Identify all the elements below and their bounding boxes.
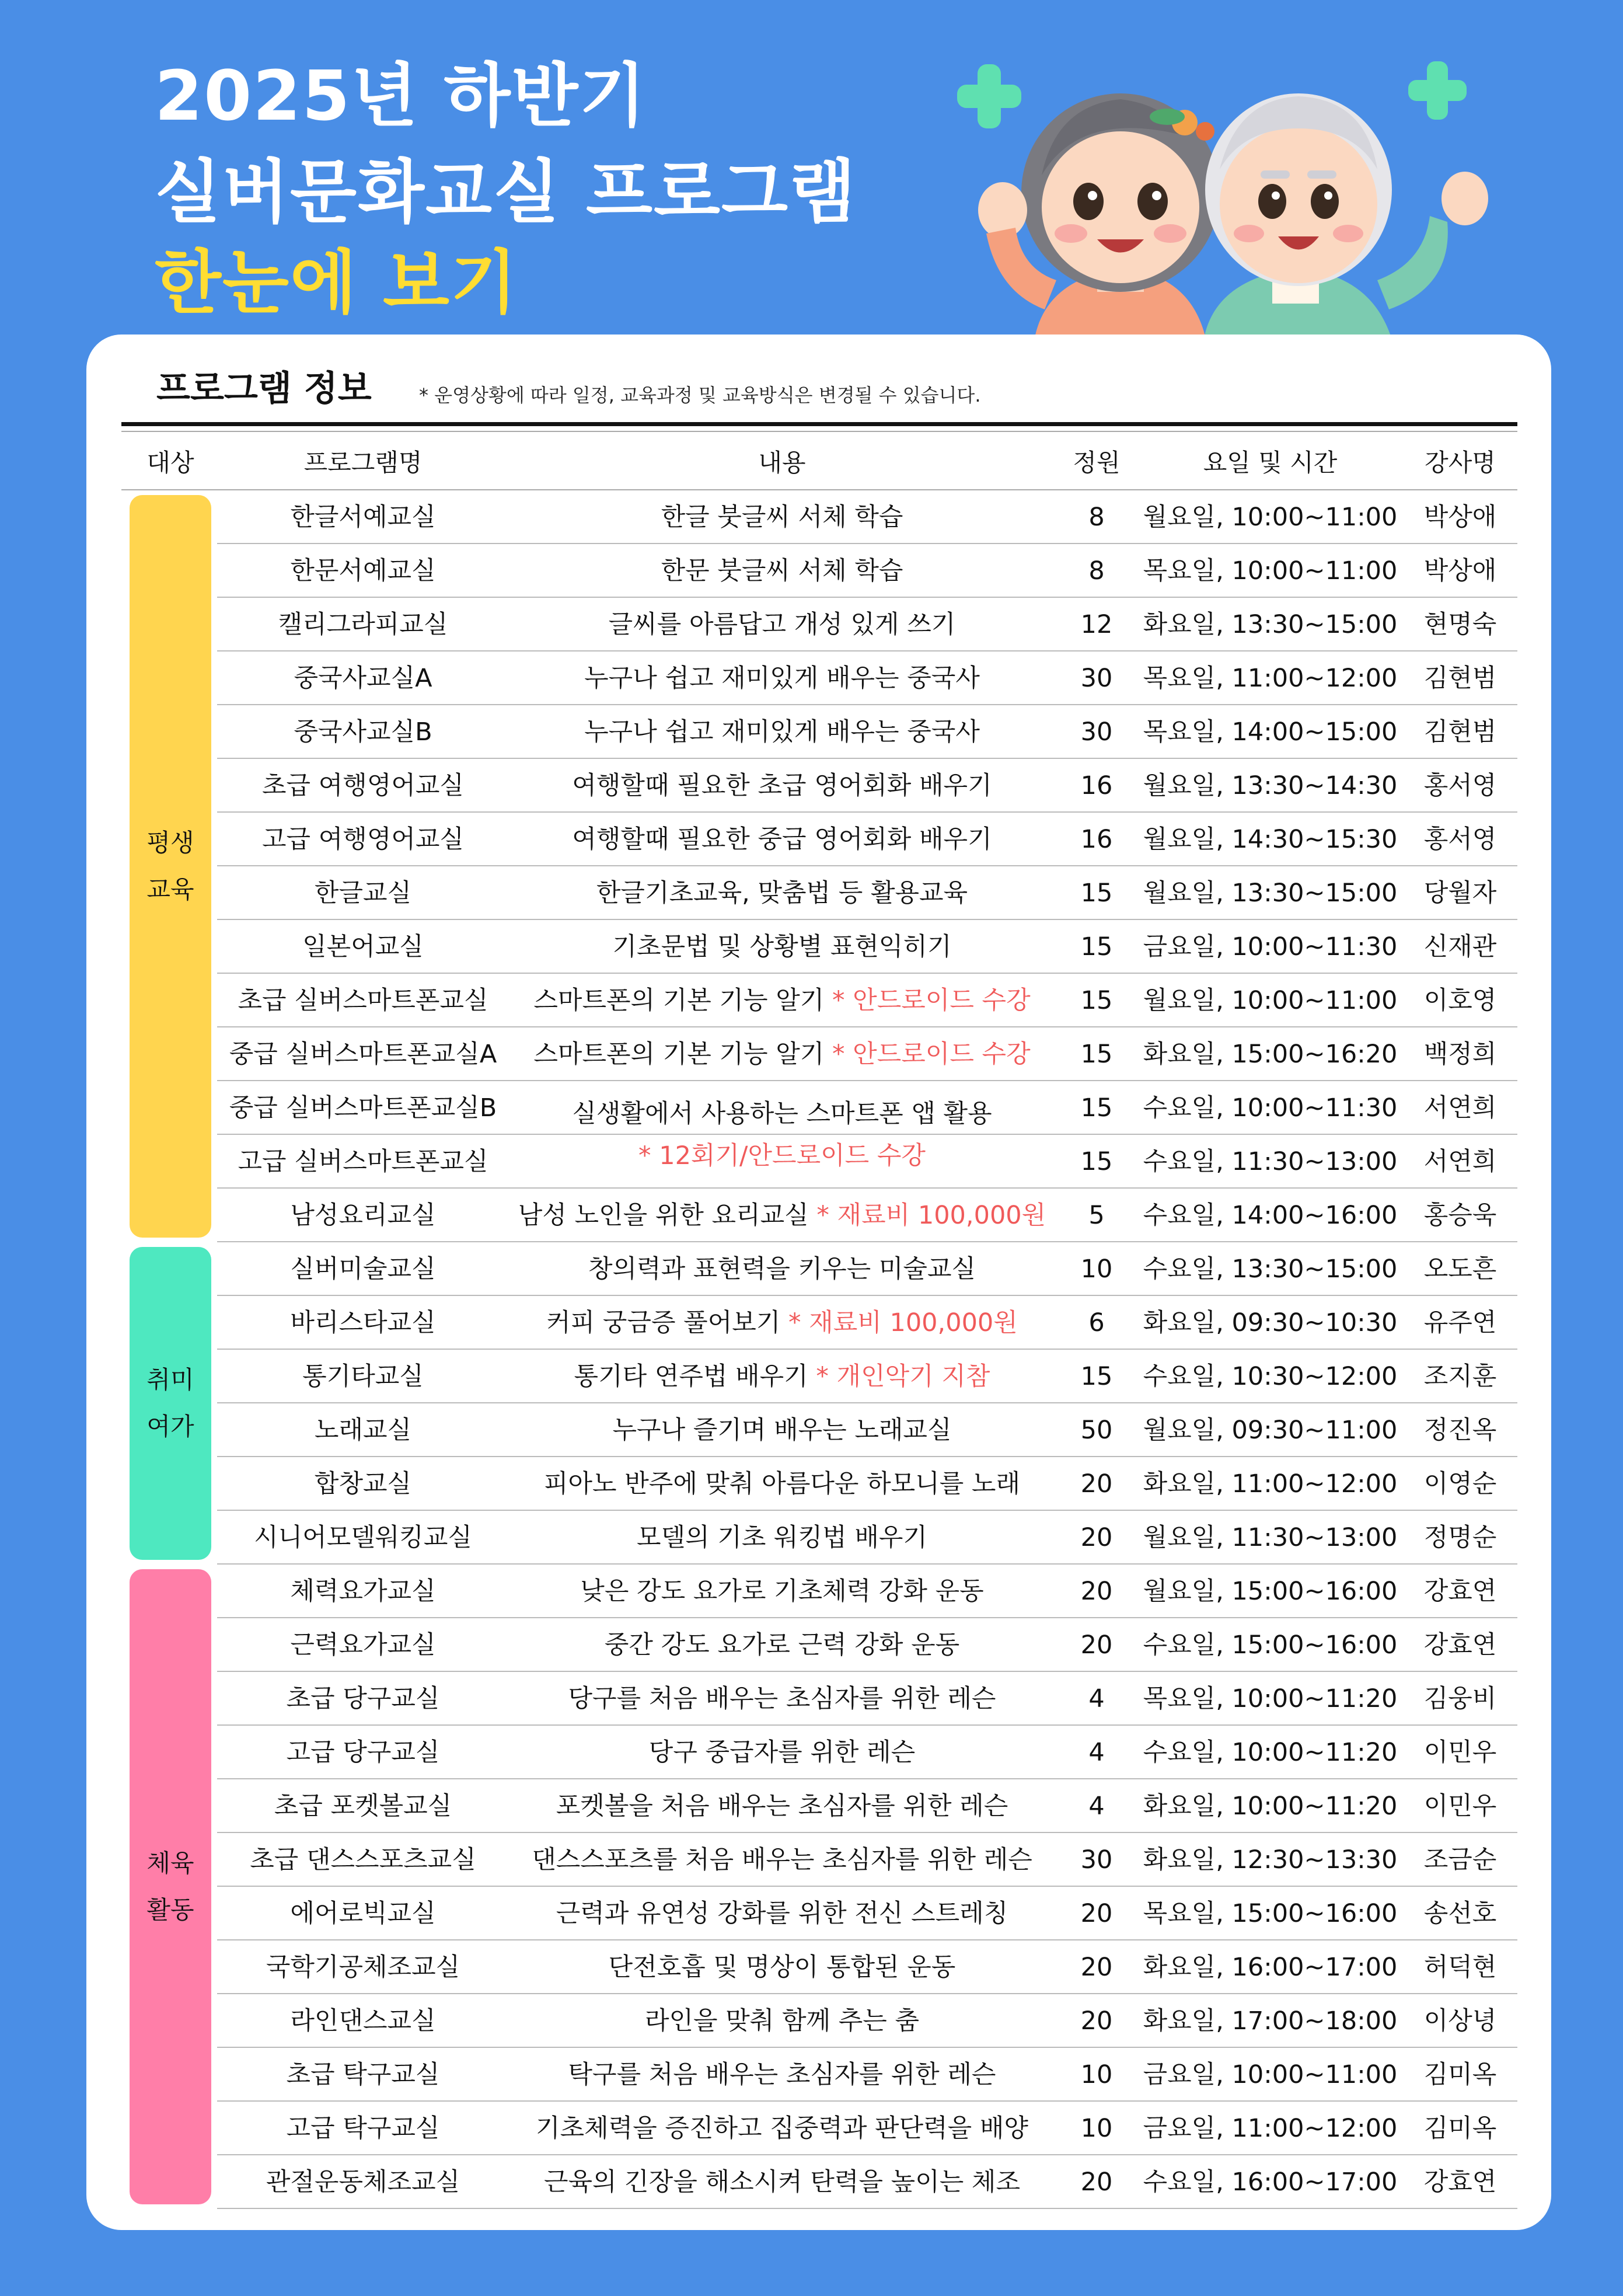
schedule: 화요일, 11:00~12:00	[1143, 1469, 1398, 1499]
instructor: 김현범	[1423, 664, 1497, 693]
schedule: 목요일, 10:00~11:20	[1143, 1684, 1398, 1713]
instructor: 이민우	[1423, 1738, 1497, 1767]
program-name: 초급 포켓볼교실	[274, 1792, 452, 1821]
table-row	[217, 1726, 1517, 1779]
schedule: 금요일, 10:00~11:30	[1143, 932, 1398, 961]
table-row	[217, 705, 1517, 759]
program-name: 라인댄스교실	[290, 2006, 436, 2036]
program-description	[510, 974, 1054, 1027]
title-line-1: 2025년 하반기	[155, 55, 647, 136]
schedule: 목요일, 10:00~11:00	[1143, 556, 1398, 586]
capacity: 10	[1080, 2060, 1113, 2089]
table-row	[217, 1027, 1517, 1081]
capacity: 15	[1080, 1147, 1113, 1176]
program-description	[510, 1994, 1054, 2048]
table-row	[217, 1779, 1517, 1833]
instructor: 서연희	[1423, 1093, 1497, 1123]
instructor: 정명순	[1423, 1523, 1497, 1552]
instructor: 강효연	[1423, 1577, 1497, 1606]
table-row	[217, 1242, 1517, 1296]
program-description	[510, 1296, 1054, 1350]
program-name: 고급 여행영어교실	[262, 825, 464, 854]
instructor: 홍승욱	[1423, 1201, 1497, 1230]
capacity: 15	[1080, 1362, 1113, 1391]
table-top-rule	[121, 422, 1517, 426]
schedule: 화요일, 10:00~11:20	[1143, 1792, 1398, 1821]
table-row	[217, 1940, 1517, 1994]
program-name: 한글서예교실	[290, 503, 436, 532]
schedule: 수요일, 10:00~11:20	[1143, 1738, 1398, 1767]
capacity: 20	[1080, 1577, 1113, 1606]
capacity: 15	[1080, 932, 1113, 961]
capacity: 20	[1080, 1953, 1113, 1982]
header-schedule: 요일 및 시간	[1203, 448, 1338, 477]
capacity: 20	[1080, 1469, 1113, 1499]
instructor: 송선호	[1423, 1899, 1497, 1928]
schedule: 목요일, 15:00~16:00	[1143, 1899, 1398, 1928]
instructor: 강효연	[1423, 1630, 1497, 1660]
program-description	[510, 813, 1054, 866]
description-text: 글씨를 아름답고 개성 있게 쓰기	[608, 610, 956, 639]
table-row	[217, 2155, 1517, 2209]
instructor: 당월자	[1423, 879, 1497, 908]
capacity: 8	[1088, 556, 1105, 586]
capacity: 5	[1088, 1201, 1105, 1230]
program-description	[510, 1457, 1054, 1511]
table-row	[217, 544, 1517, 598]
program-description	[510, 759, 1054, 813]
instructor: 정진옥	[1423, 1416, 1497, 1445]
program-name: 통기타교실	[302, 1362, 424, 1391]
capacity: 30	[1080, 664, 1113, 693]
table-row	[217, 866, 1517, 920]
description-text: 피아노 반주에 맞춰 아름다운 하모니를 노래	[543, 1469, 1021, 1499]
instructor: 박상애	[1423, 503, 1497, 532]
description-text: 기초문법 및 상황별 표현익히기	[612, 932, 952, 961]
program-description	[510, 1511, 1054, 1565]
capacity: 16	[1080, 825, 1113, 854]
capacity: 10	[1080, 2114, 1113, 2143]
category-label	[130, 1840, 211, 1933]
instructor: 백정희	[1423, 1040, 1497, 1069]
program-name: 중급 실버스마트폰교실A	[229, 1040, 497, 1069]
capacity: 15	[1080, 1040, 1113, 1069]
description-text: 한글 붓글씨 서체 학습	[661, 503, 903, 532]
program-name: 고급 탁구교실	[286, 2114, 440, 2143]
program-description	[510, 598, 1054, 651]
plus-icon	[1408, 61, 1467, 120]
description-text: 모델의 기초 워킹법 배우기	[637, 1523, 927, 1552]
instructor: 박상애	[1423, 556, 1497, 586]
capacity: 16	[1080, 771, 1113, 800]
table-row	[217, 1511, 1517, 1565]
description-text: 통기타 연주법 배우기	[574, 1362, 808, 1391]
description-text: 여행할때 필요한 중급 영어회화 배우기	[572, 825, 992, 854]
program-name: 시니어모델워킹교실	[254, 1523, 472, 1552]
capacity: 4	[1088, 1684, 1105, 1713]
category-label	[130, 820, 211, 913]
table-row	[217, 1296, 1517, 1350]
program-name: 국학기공체조교실	[266, 1953, 460, 1982]
capacity: 12	[1080, 610, 1113, 639]
table-row	[217, 490, 1517, 544]
description-text: 탁구를 처음 배우는 초심자를 위한 레슨	[568, 2060, 996, 2089]
program-description	[510, 2155, 1054, 2209]
program-name: 중국사교실B	[294, 717, 432, 747]
program-name: 관절운동체조교실	[266, 2168, 460, 2197]
schedule: 수요일, 16:00~17:00	[1143, 2168, 1398, 2197]
instructor: 유주연	[1423, 1308, 1497, 1337]
instructor: 김현범	[1423, 717, 1497, 747]
capacity: 8	[1088, 503, 1105, 532]
schedule: 화요일, 17:00~18:00	[1143, 2006, 1398, 2036]
capacity: 15	[1080, 879, 1113, 908]
instructor: 신재관	[1423, 932, 1497, 961]
schedule: 화요일, 09:30~10:30	[1143, 1308, 1398, 1337]
program-name: 일본어교실	[302, 932, 424, 961]
program-description	[510, 1779, 1054, 1833]
description-text: 스마트폰의 기본 기능 알기	[533, 1040, 825, 1069]
program-name: 고급 당구교실	[286, 1738, 440, 1767]
capacity: 20	[1080, 1523, 1113, 1552]
instructor: 이영순	[1423, 1469, 1497, 1499]
capacity: 50	[1080, 1416, 1113, 1445]
instructor: 김웅비	[1423, 1684, 1497, 1713]
schedule: 월요일, 15:00~16:00	[1143, 1577, 1398, 1606]
description-text: 누구나 쉽고 재미있게 배우는 중국사	[584, 717, 980, 747]
schedule: 월요일, 09:30~11:00	[1143, 1416, 1398, 1445]
program-description	[510, 1726, 1054, 1779]
program-name: 중급 실버스마트폰교실B	[229, 1093, 497, 1123]
schedule: 월요일, 13:30~15:00	[1143, 879, 1398, 908]
table-row	[217, 1833, 1517, 1887]
description-note: * 안드로이드 수강	[832, 1040, 1031, 1069]
program-name: 남성요리교실	[290, 1201, 436, 1230]
description-text: 한문 붓글씨 서체 학습	[661, 556, 903, 586]
row-divider	[217, 2208, 1517, 2209]
table-row	[217, 1994, 1517, 2048]
capacity: 30	[1080, 1845, 1113, 1875]
category-label-line1: 평생	[146, 828, 194, 857]
capacity: 20	[1080, 1630, 1113, 1660]
category-label-line2: 활동	[146, 1896, 194, 1924]
program-description	[510, 1565, 1054, 1618]
table-row	[217, 651, 1517, 705]
program-description	[510, 1242, 1054, 1296]
table-row	[217, 920, 1517, 974]
program-name: 초급 실버스마트폰교실	[238, 986, 488, 1015]
description-text: 커피 궁금증 풀어보기	[546, 1308, 781, 1337]
instructor: 이호영	[1423, 986, 1497, 1015]
description-text: 누구나 쉽고 재미있게 배우는 중국사	[584, 664, 980, 693]
program-name: 실버미술교실	[290, 1255, 436, 1284]
instructor: 현명숙	[1423, 610, 1497, 639]
description-text: 라인을 맞춰 함께 추는 춤	[644, 2006, 920, 2036]
capacity: 15	[1080, 986, 1113, 1015]
smartphone-merged-description	[510, 1093, 1054, 1177]
instructor: 조금순	[1423, 1845, 1497, 1875]
capacity: 4	[1088, 1738, 1105, 1767]
instructor: 조지훈	[1423, 1362, 1497, 1391]
capacity: 20	[1080, 1899, 1113, 1928]
category-label-line2: 교육	[146, 875, 194, 904]
description-text: 중간 강도 요가로 근력 강화 운동	[604, 1630, 960, 1660]
capacity: 4	[1088, 1792, 1105, 1821]
program-name: 초급 여행영어교실	[262, 771, 464, 800]
schedule: 월요일, 14:30~15:30	[1143, 825, 1398, 854]
capacity: 10	[1080, 1255, 1113, 1284]
instructor: 오도흔	[1423, 1255, 1497, 1284]
section-title: 프로그램 정보	[156, 368, 372, 409]
program-name: 한글교실	[314, 879, 412, 908]
program-name: 초급 댄스스포츠교실	[250, 1845, 476, 1875]
schedule: 금요일, 11:00~12:00	[1143, 2114, 1398, 2143]
schedule: 수요일, 10:30~12:00	[1143, 1362, 1398, 1391]
description-text: 당구 중급자를 위한 레슨	[648, 1738, 916, 1767]
table-row	[217, 759, 1517, 813]
header-description: 내용	[758, 448, 806, 477]
header-instructor: 강사명	[1425, 448, 1496, 477]
schedule: 금요일, 10:00~11:00	[1143, 2060, 1398, 2089]
description-text: 창의력과 표현력을 키우는 미술교실	[588, 1255, 976, 1284]
header-program-name: 프로그램명	[303, 448, 423, 477]
instructor: 김미옥	[1423, 2060, 1497, 2089]
schedule: 월요일, 11:30~13:00	[1143, 1523, 1398, 1552]
description-note: * 안드로이드 수강	[832, 986, 1031, 1015]
program-description	[510, 1940, 1054, 1994]
table-row	[217, 1403, 1517, 1457]
program-description	[510, 1833, 1054, 1887]
instructor: 강효연	[1423, 2168, 1497, 2197]
program-description	[510, 866, 1054, 920]
description-text: 단전호흡 및 명상이 통합된 운동	[608, 1953, 956, 1982]
program-name: 에어로빅교실	[290, 1899, 436, 1928]
grandfather-icon	[1202, 93, 1488, 350]
program-name: 고급 실버스마트폰교실	[238, 1147, 488, 1176]
table-row	[217, 2102, 1517, 2155]
program-name: 바리스타교실	[290, 1308, 436, 1337]
capacity: 6	[1088, 1308, 1105, 1337]
program-description	[510, 2102, 1054, 2155]
program-name: 초급 당구교실	[286, 1684, 440, 1713]
table-row	[217, 1457, 1517, 1511]
description-text: 근육의 긴장을 해소시켜 탄력을 높이는 체조	[543, 2168, 1021, 2197]
description-text: 댄스스포츠를 처음 배우는 초심자를 위한 레슨	[532, 1845, 1032, 1875]
description-text: 한글기초교육, 맞춤법 등 활용교육	[596, 879, 968, 908]
senior-couple-illustration	[945, 35, 1529, 350]
program-description	[510, 490, 1054, 544]
program-name: 한문서예교실	[290, 556, 436, 586]
category-label-line2: 여가	[146, 1412, 194, 1441]
description-text: 포켓볼을 처음 배우는 초심자를 위한 레슨	[556, 1792, 1008, 1821]
description-text: 낮은 강도 요가로 기초체력 강화 운동	[580, 1577, 984, 1606]
table-row	[217, 1189, 1517, 1242]
schedule: 수요일, 11:30~13:00	[1143, 1147, 1398, 1176]
program-description	[510, 1618, 1054, 1672]
program-description	[510, 1189, 1054, 1242]
instructor: 홍서영	[1423, 771, 1497, 800]
schedule-change-note: * 운영상황에 따라 일정, 교육과정 및 교육방식은 변경될 수 있습니다.	[419, 384, 981, 406]
capacity: 15	[1080, 1093, 1113, 1123]
schedule: 화요일, 12:30~13:30	[1143, 1845, 1398, 1875]
program-description	[510, 1027, 1054, 1081]
capacity: 20	[1080, 2168, 1113, 2197]
table-row	[217, 813, 1517, 866]
schedule: 화요일, 15:00~16:20	[1143, 1040, 1398, 1069]
schedule: 수요일, 10:00~11:30	[1143, 1093, 1398, 1123]
header-category: 대상	[146, 448, 194, 477]
header-rule	[121, 431, 1517, 432]
table-row	[217, 1565, 1517, 1618]
description-text: 누구나 즐기며 배우는 노래교실	[612, 1416, 952, 1445]
plus-icon	[957, 64, 1021, 128]
capacity: 30	[1080, 717, 1113, 747]
description-note: * 재료비 100,000원	[788, 1308, 1018, 1337]
schedule: 목요일, 14:00~15:00	[1143, 717, 1398, 747]
description-text: 남성 노인을 위한 요리교실	[518, 1201, 809, 1230]
description-note: * 개인악기 지참	[816, 1362, 990, 1391]
program-name: 체력요가교실	[290, 1577, 436, 1606]
table-row	[217, 1350, 1517, 1403]
schedule: 화요일, 16:00~17:00	[1143, 1953, 1398, 1982]
program-description	[510, 2048, 1054, 2102]
category-label-line1: 취미	[146, 1365, 194, 1394]
schedule: 목요일, 11:00~12:00	[1143, 664, 1398, 693]
table-row	[217, 1887, 1517, 1940]
program-description	[510, 1403, 1054, 1457]
table-row	[217, 598, 1517, 651]
description-text: 여행할때 필요한 초급 영어회화 배우기	[572, 771, 992, 800]
schedule: 화요일, 13:30~15:00	[1143, 610, 1398, 639]
description-text: 근력과 유연성 강화를 위한 전신 스트레칭	[556, 1899, 1008, 1928]
program-name: 근력요가교실	[290, 1630, 436, 1660]
program-description	[510, 544, 1054, 598]
description-text: 기초체력을 증진하고 집중력과 판단력을 배양	[536, 2114, 1028, 2143]
schedule: 수요일, 13:30~15:00	[1143, 1255, 1398, 1284]
program-description	[510, 920, 1054, 974]
schedule: 월요일, 10:00~11:00	[1143, 986, 1398, 1015]
instructor: 이상녕	[1423, 2006, 1497, 2036]
schedule: 수요일, 14:00~16:00	[1143, 1201, 1398, 1230]
instructor: 서연희	[1423, 1147, 1497, 1176]
program-description	[510, 1672, 1054, 1726]
title-line-3: 한눈에 보기	[155, 242, 519, 323]
category-label-line1: 체육	[146, 1849, 194, 1877]
instructor: 허덕현	[1423, 1953, 1497, 1982]
program-description	[510, 1887, 1054, 1940]
instructor: 김미옥	[1423, 2114, 1497, 2143]
table-row	[217, 1618, 1517, 1672]
header-capacity: 정원	[1073, 448, 1121, 477]
title-line-2: 실버문화교실 프로그램	[155, 152, 857, 232]
table-row	[217, 974, 1517, 1027]
merged-description-note: * 12회기/안드로이드 수강	[638, 1141, 926, 1170]
program-name: 캘리그라피교실	[278, 610, 448, 639]
capacity: 20	[1080, 2006, 1113, 2036]
schedule: 월요일, 13:30~14:30	[1143, 771, 1398, 800]
table-row	[217, 2048, 1517, 2102]
description-text: 당구를 처음 배우는 초심자를 위한 레슨	[568, 1684, 996, 1713]
category-label	[130, 1357, 211, 1450]
program-description	[510, 651, 1054, 705]
table-row	[217, 1672, 1517, 1726]
merged-description-text: 실생활에서 사용하는 스마트폰 앱 활용	[572, 1099, 992, 1128]
schedule: 수요일, 15:00~16:00	[1143, 1630, 1398, 1660]
program-description	[510, 1350, 1054, 1403]
grandmother-icon	[978, 93, 1220, 350]
program-name: 중국사교실A	[294, 664, 432, 693]
program-name: 합창교실	[314, 1469, 412, 1499]
schedule: 월요일, 10:00~11:00	[1143, 503, 1398, 532]
instructor: 이민우	[1423, 1792, 1497, 1821]
program-name: 초급 탁구교실	[286, 2060, 440, 2089]
description-note: * 재료비 100,000원	[816, 1201, 1046, 1230]
program-description	[510, 705, 1054, 759]
program-name: 노래교실	[314, 1416, 412, 1445]
instructor: 홍서영	[1423, 825, 1497, 854]
description-text: 스마트폰의 기본 기능 알기	[533, 986, 825, 1015]
